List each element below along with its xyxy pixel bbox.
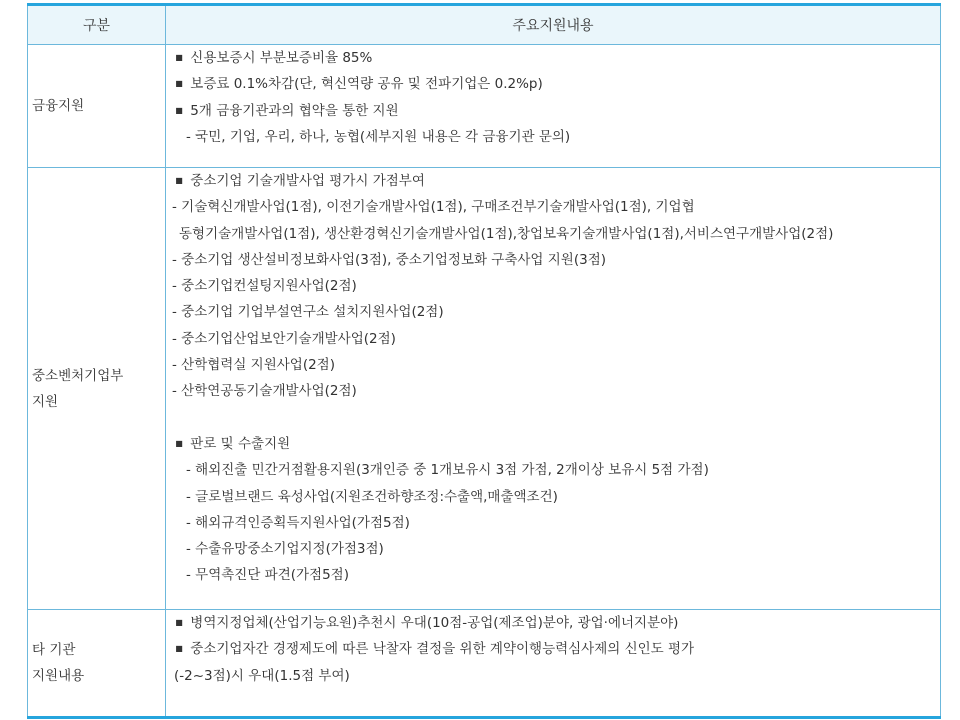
sub-item: - 해외진출 민간거점활용지원(3개인증 중 1개보유시 3점 가점, 2개이상 보유시 5점 가점): [186, 462, 709, 479]
bullet-item: [172, 45, 940, 71]
bullet-item: [172, 610, 940, 636]
category-label: 지원: [32, 393, 59, 410]
category-label: 중소벤처기업부: [32, 367, 124, 384]
table-header-row: [28, 5, 941, 45]
square-bullet-icon: ■: [175, 176, 183, 185]
bullet-text: 병역지정업체(산업기능요원)추천시 우대(10점-공업(제조업)분야, 광업·에너지분야): [186, 615, 679, 631]
sub-item: - 산학협력실 지원사업(2점): [172, 357, 335, 374]
category-label: 지원내용: [32, 668, 85, 684]
bullet-item: [172, 431, 940, 457]
sub-item: - 글로벌브랜드 육성사업(지원조건하향조정:수출액,매출액조건): [186, 488, 558, 505]
bullet-item: [172, 98, 940, 124]
sub-item: 동형기술개발사업(1점), 생산환경혁신기술개발사업(1점),창업보육기술개발사업(1점),서비스연구개발사업(2점): [179, 225, 834, 242]
bullet-text: 보증료 0.1%차감(단, 혁신역량 공유 및 전파기업은 0.2%p): [186, 76, 543, 93]
support-table: [27, 3, 941, 719]
category-label: 금융지원: [32, 98, 85, 114]
bullet-text: 신용보증시 부분보증비율 85%: [186, 50, 373, 66]
row-content: [166, 168, 941, 610]
row-category: [28, 45, 166, 168]
table-row: [28, 610, 941, 718]
spacer: [172, 405, 940, 431]
bullet-item: [172, 636, 940, 662]
sub-item: - 국민, 기업, 우리, 하나, 농협(세부지원 내용은 각 금융기관 문의): [186, 128, 571, 145]
sub-item: - 산학연공동기술개발사업(2점): [172, 383, 357, 400]
bullet-text: 중소기업자간 경쟁제도에 따른 낙찰자 결정을 위한 계약이행능력심사제의 신인도 평가: [186, 641, 695, 658]
table-row: [28, 45, 941, 168]
square-bullet-icon: ■: [175, 53, 183, 62]
header-content: 주요지원내용: [166, 5, 941, 45]
square-bullet-icon: ■: [175, 644, 183, 654]
sub-item: - 중소기업 기업부설연구소 설치지원사업(2점): [172, 304, 444, 321]
category-label: 타 기관: [32, 642, 76, 658]
square-bullet-icon: ■: [175, 105, 183, 115]
square-bullet-icon: ■: [175, 438, 183, 448]
square-bullet-icon: ■: [175, 618, 183, 627]
square-bullet-icon: ■: [175, 79, 183, 89]
row-category: [28, 610, 166, 718]
bullet-text: 5개 금융기관과의 협약을 통한 지원: [186, 102, 399, 119]
sub-item: - 중소기업컨설팅지원사업(2점): [172, 278, 357, 295]
row-content: [166, 45, 941, 168]
bullet-item: [172, 71, 940, 97]
header-category: 구분: [28, 5, 166, 45]
sub-item: - 수출유망중소기업지정(가점3점): [186, 541, 384, 558]
bullet-item: [172, 168, 940, 194]
table-row: [28, 168, 941, 610]
sub-item: - 중소기업 생산설비정보화사업(3점), 중소기업정보화 구축사업 지원(3점): [172, 251, 607, 268]
sub-item: - 중소기업산업보안기술개발사업(2점): [172, 330, 396, 347]
sub-item: (-2~3점)시 우대(1.5점 부여): [174, 667, 350, 684]
sub-item: - 기술혁신개발사업(1점), 이전기술개발사업(1점), 구매조건부기술개발사업(1점), 기업협: [172, 199, 695, 216]
sub-item: - 무역촉진단 파견(가점5점): [186, 567, 349, 584]
bullet-text: 중소기업 기술개발사업 평가시 가점부여: [186, 173, 425, 189]
sub-item: - 해외규격인증획득지원사업(가점5점): [186, 514, 410, 531]
row-category: [28, 168, 166, 610]
bullet-text: 판로 및 수출지원: [186, 435, 291, 452]
row-content: [166, 610, 941, 718]
